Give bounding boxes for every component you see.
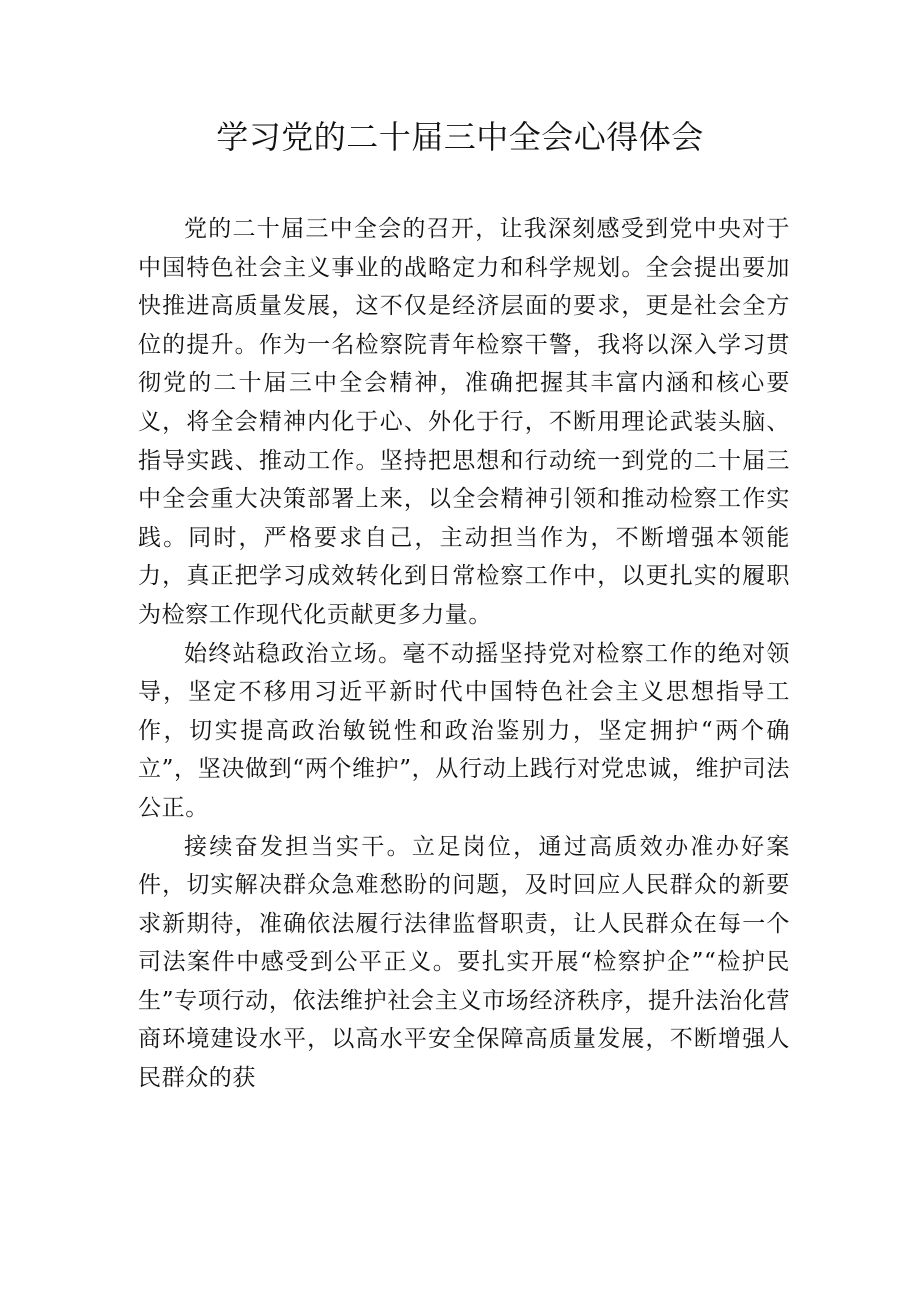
document-body: [138, 210, 790, 1098]
paragraph: 始终站稳政治立场。毫不动摇坚持党对检察工作的绝对领导，坚定不移用习近平新时代中国特色社会主义思想指导工作，切实提高政治敏锐性和政治鉴别力，坚定拥护“两个确立”，坚决做到“两个维护”，从行动上践行对党忠诚，维护司法公正。: [138, 640, 790, 821]
document-title: 学习党的二十届三中全会心得体会: [216, 118, 704, 156]
paragraph: 接续奋发担当实干。立足岗位，通过高质效办准办好案件，切实解决群众急难愁盼的问题，及时回应人民群众的新要求新期待，准确依法履行法律监督职责，让人民群众在每一个司法案件中感受到公平正义。要扎实开展“检察护企”“检护民生”专项行动，依法维护社会主义市场经济秩序，提升法治化营商环境建设水平，以高水平安全保障高质量发展，不断增强人民群众的获: [138, 833, 790, 1092]
paragraph: 党的二十届三中全会的召开，让我深刻感受到党中央对于中国特色社会主义事业的战略定力和科学规划。全会提出要加快推进高质量发展，这不仅是经济层面的要求，更是社会全方位的提升。作为一名检察院青年检察干警，我将以深入学习贯彻党的二十届三中全会精神，准确把握其丰富内涵和核心要义，将全会精神内化于心、外化于行，不断用理论武装头脑、指导实践、推动工作。坚持把思想和行动统一到党的二十届三中全会重大决策部署上来，以全会精神引领和推动检察工作实践。同时，严格要求自己，主动担当作为，不断增强本领能力，真正把学习成效转化到日常检察工作中，以更扎实的履职为检察工作现代化贡献更多力量。: [138, 216, 790, 628]
